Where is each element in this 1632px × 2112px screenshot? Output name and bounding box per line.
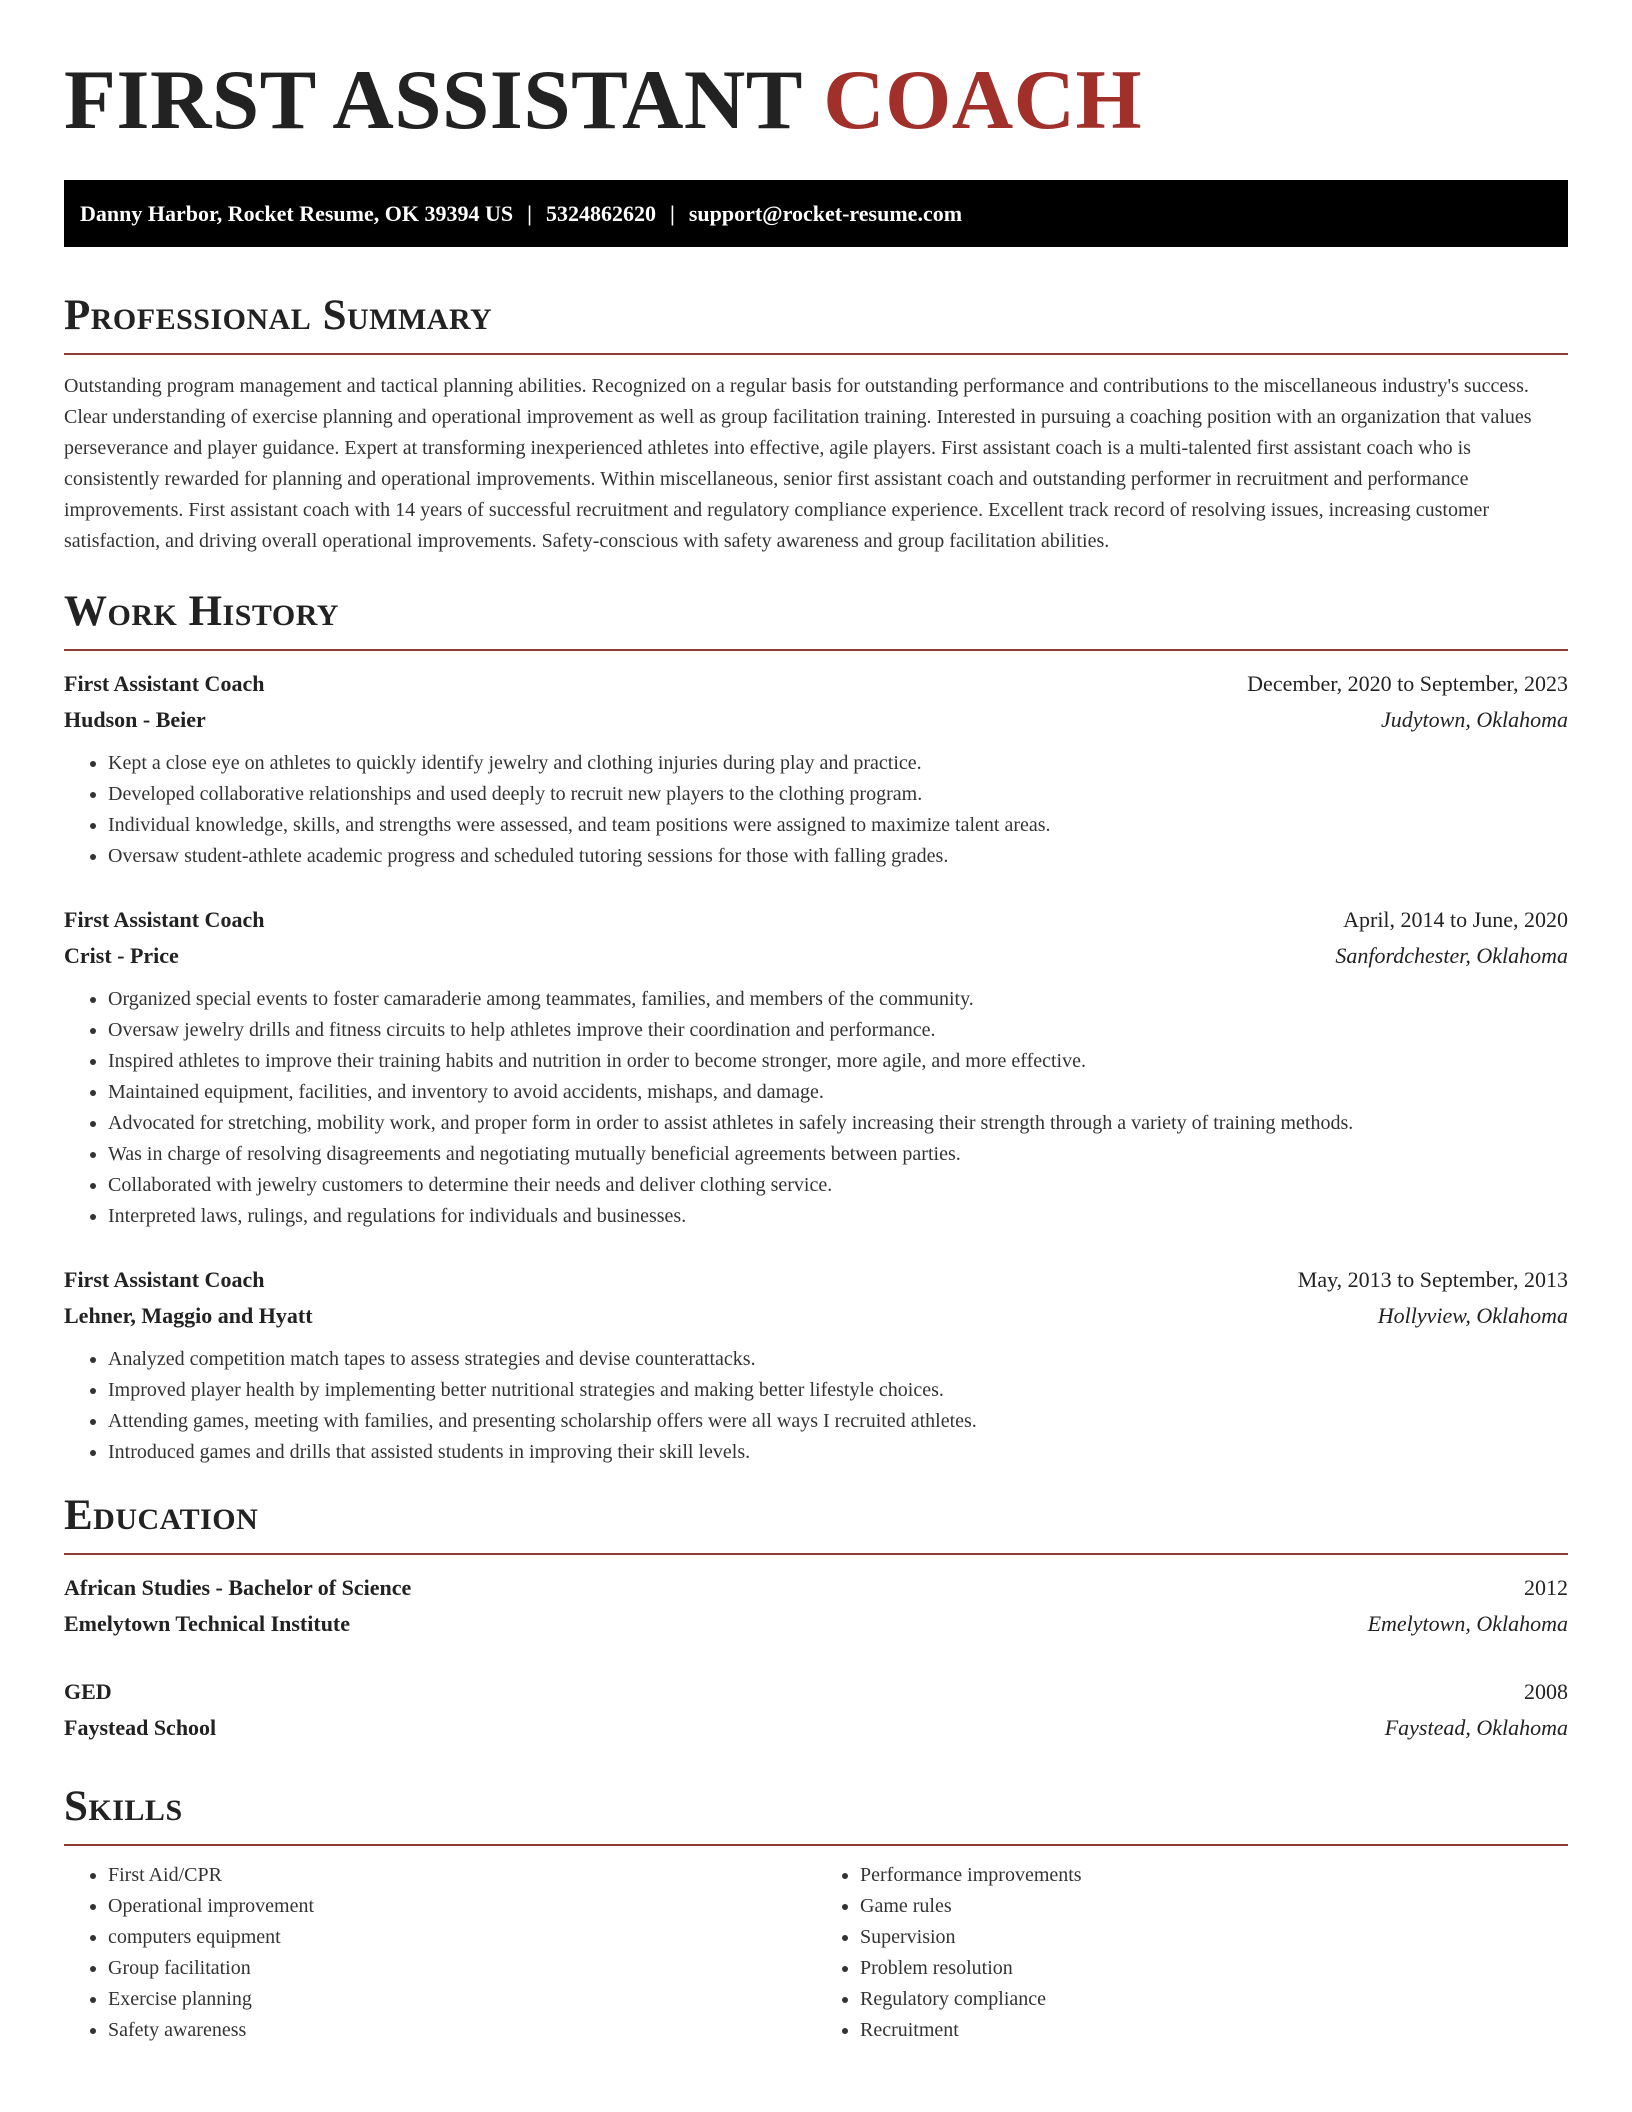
job-entry — [64, 902, 1568, 1232]
education-degree: GED — [64, 1679, 112, 1704]
summary-section — [64, 294, 1568, 557]
section-heading-skills: Skills — [64, 1785, 1568, 1846]
skill-item: • Recruitment — [860, 2015, 1568, 2046]
contact-bar — [64, 180, 1568, 247]
job-bullets — [64, 748, 1568, 872]
skill-item: • computers equipment — [108, 1922, 816, 1953]
job-location: Hollyview, Oklahoma — [1377, 1303, 1568, 1328]
summary-text: Outstanding program management and tactical planning abilities. Recognized on a regular basis for outstanding performance and contributions to the miscellaneous industry's success. Clear understanding of exercise planning and operational improvement as well as group facilitation training. Interested in pursuing a coaching position with an organization that values perseverance and player guidance. Expert at transforming inexperienced athletes into effective, agile players. First assistant coach is a multi-talented first assistant coach who is consistently rewarded for planning and operational improvements. Within miscellaneous, senior first assistant coach and outstanding performer in recruitment and performance improvements. First assistant coach with 14 years of successful recruitment and regulatory compliance experience. Excellent track record of resolving issues, increasing customer satisfaction, and driving overall operational improvements. Safety-conscious with safety awareness and group facilitation abilities. — [64, 375, 1532, 552]
job-location: Sanfordchester, Oklahoma — [1335, 943, 1568, 968]
list-item: • Interpreted laws, rulings, and regulations for individuals and businesses. — [108, 1201, 1568, 1232]
job-company: Crist - Price — [64, 943, 179, 968]
job-header — [64, 1262, 1568, 1298]
job-title: First Assistant Coach — [64, 907, 265, 932]
list-item: • Introduced games and drills that assisted students in improving their skill levels. — [108, 1437, 1568, 1468]
education-subheader — [64, 1710, 1568, 1746]
job-subheader — [64, 702, 1568, 738]
list-item: • Inspired athletes to improve their training habits and nutrition in order to become stronger, more agile, and more effective. — [108, 1046, 1568, 1077]
job-location: Judytown, Oklahoma — [1381, 707, 1568, 732]
list-item: • Oversaw student-athlete academic progress and scheduled tutoring sessions for those with falling grades. — [108, 841, 1568, 872]
list-item: • Improved player health by implementing better nutritional strategies and making better lifestyle choices. — [108, 1375, 1568, 1406]
section-heading-summary: Professional Summary — [64, 294, 1568, 355]
job-header — [64, 902, 1568, 938]
education-section — [64, 1494, 1568, 1746]
skill-item: • Supervision — [860, 1922, 1568, 1953]
resume-title — [64, 53, 1568, 147]
education-entry — [64, 1570, 1568, 1642]
education-entry — [64, 1674, 1568, 1746]
education-school: Faystead School — [64, 1715, 217, 1740]
skills-columns — [64, 1860, 1568, 2046]
job-entry — [64, 1262, 1568, 1468]
section-heading-work-history: Work History — [64, 590, 1568, 651]
job-bullets — [64, 984, 1568, 1232]
skill-item: • Performance improvements — [860, 1860, 1568, 1891]
contact-address: Danny Harbor, Rocket Resume, OK 39394 US — [80, 201, 514, 226]
job-dates: April, 2014 to June, 2020 — [1343, 907, 1568, 932]
job-subheader — [64, 938, 1568, 974]
skill-item: • Problem resolution — [860, 1953, 1568, 1984]
skill-item: • Safety awareness — [108, 2015, 816, 2046]
job-company: Lehner, Maggio and Hyatt — [64, 1303, 313, 1328]
list-item: • Was in charge of resolving disagreements and negotiating mutually beneficial agreements between parties. — [108, 1139, 1568, 1170]
job-bullets — [64, 1344, 1568, 1468]
education-subheader — [64, 1606, 1568, 1642]
list-item: • Developed collaborative relationships and used deeply to recruit new players to the clothing program. — [108, 779, 1568, 810]
contact-separator: | — [669, 201, 675, 226]
education-year: 2008 — [1524, 1679, 1568, 1704]
education-header — [64, 1674, 1568, 1710]
skills-list-left — [64, 1860, 816, 2046]
skill-item: • Exercise planning — [108, 1984, 816, 2015]
education-header — [64, 1570, 1568, 1606]
skill-item: • Regulatory compliance — [860, 1984, 1568, 2015]
job-company: Hudson - Beier — [64, 707, 206, 732]
education-location: Emelytown, Oklahoma — [1367, 1611, 1568, 1636]
skill-item: • Operational improvement — [108, 1891, 816, 1922]
skill-item: • Group facilitation — [108, 1953, 816, 1984]
skills-section — [64, 1785, 1568, 2046]
list-item: • Attending games, meeting with families, and presenting scholarship offers were all ways I recruited athletes. — [108, 1406, 1568, 1437]
job-header — [64, 666, 1568, 702]
education-degree: African Studies - Bachelor of Science — [64, 1575, 412, 1600]
list-item: • Individual knowledge, skills, and strengths were assessed, and team positions were assigned to maximize talent areas. — [108, 810, 1568, 841]
section-heading-education: Education — [64, 1494, 1568, 1555]
job-dates: May, 2013 to September, 2013 — [1297, 1267, 1568, 1292]
job-dates: December, 2020 to September, 2023 — [1247, 671, 1568, 696]
job-subheader — [64, 1298, 1568, 1334]
education-location: Faystead, Oklahoma — [1384, 1715, 1568, 1740]
list-item: • Collaborated with jewelry customers to determine their needs and deliver clothing service. — [108, 1170, 1568, 1201]
job-title: First Assistant Coach — [64, 671, 265, 696]
list-item: • Analyzed competition match tapes to assess strategies and devise counterattacks. — [108, 1344, 1568, 1375]
skill-item: • First Aid/CPR — [108, 1860, 816, 1891]
work-history-section — [64, 590, 1568, 1468]
list-item: • Oversaw jewelry drills and fitness circuits to help athletes improve their coordination and performance. — [108, 1015, 1568, 1046]
job-entry — [64, 666, 1568, 872]
title-accent: COACH — [823, 53, 1143, 147]
resume-page — [64, 0, 1568, 2046]
contact-email: support@rocket-resume.com — [688, 201, 963, 226]
list-item: • Maintained equipment, facilities, and inventory to avoid accidents, mishaps, and damage. — [108, 1077, 1568, 1108]
contact-phone: 5324862620 — [545, 201, 656, 226]
contact-separator: | — [527, 201, 532, 226]
list-item: • Organized special events to foster camaraderie among teammates, families, and members of the community. — [108, 984, 1568, 1015]
list-item: • Kept a close eye on athletes to quickly identify jewelry and clothing injuries during play and practice. — [108, 748, 1568, 779]
job-title: First Assistant Coach — [64, 1267, 265, 1292]
education-school: Emelytown Technical Institute — [64, 1611, 351, 1636]
list-item: • Advocated for stretching, mobility work, and proper form in order to assist athletes in safely increasing their strength through a variety of training methods. — [108, 1108, 1568, 1139]
education-year: 2012 — [1524, 1575, 1568, 1600]
skill-item: • Game rules — [860, 1891, 1568, 1922]
title-main: FIRST ASSISTANT — [64, 53, 802, 147]
skills-list-right — [816, 1860, 1568, 2046]
